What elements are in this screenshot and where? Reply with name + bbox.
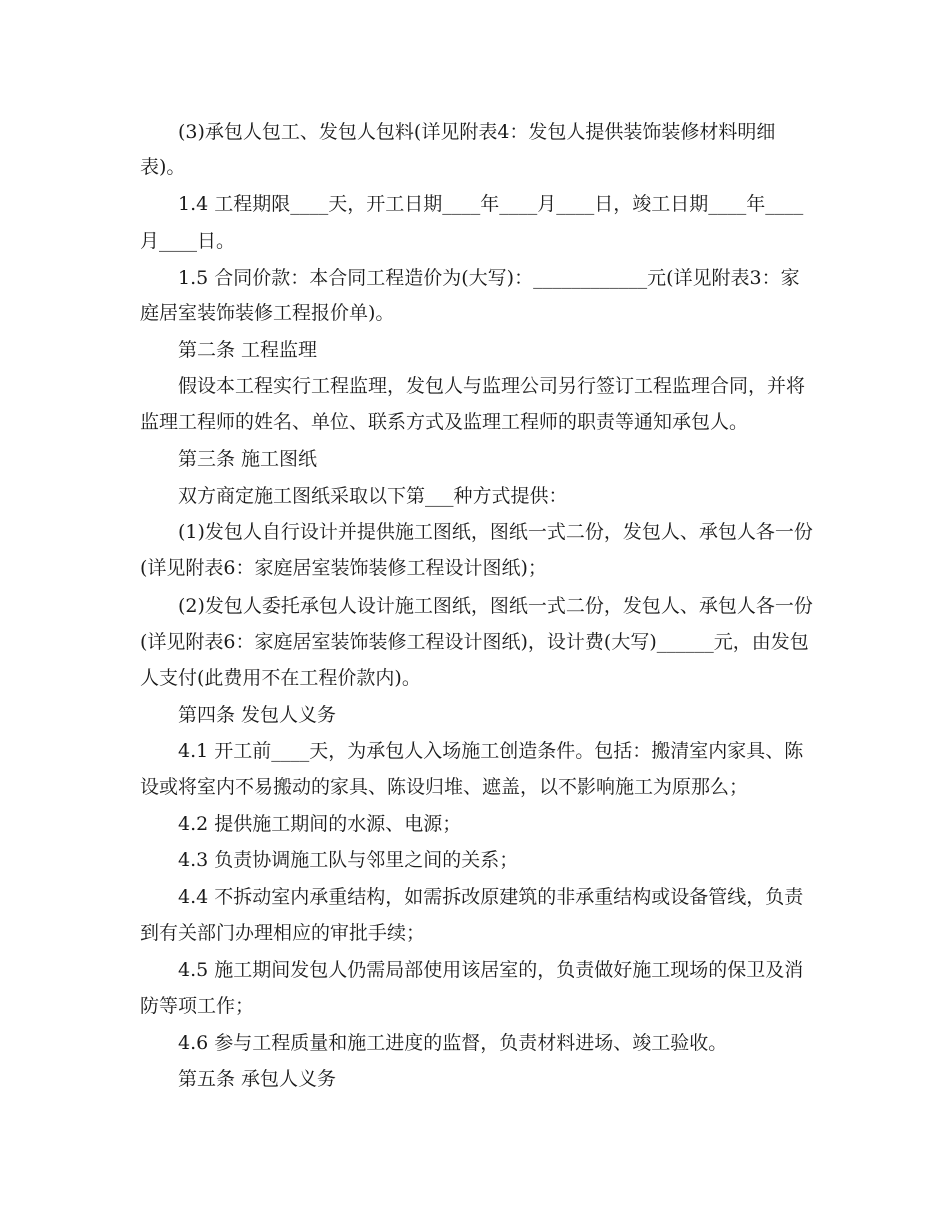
section-heading: 第四条 发包人义务 [178, 704, 337, 726]
text-line: 1.5 合同价款：本合同工程造价为(大写)：____________元(详见附表3：家 [178, 267, 800, 289]
text-line: 人支付(此费用不在工程价款内)。 [140, 667, 421, 689]
text-line: 4.2 提供施工期间的水源、电源； [178, 813, 462, 835]
text-line: (2)发包人委托承包人设计施工图纸，图纸一式二份，发包人、承包人各一份 [178, 595, 813, 617]
text-line: 1.4 工程期限____天，开工日期____年____月____日，竣工日期____年____ [178, 193, 804, 215]
text-line: 表)。 [140, 156, 186, 178]
text-line: 假设本工程实行工程监理，发包人与监理公司另行签订工程监理合同，并将 [178, 375, 806, 397]
text-line: 庭居室装饰装修工程报价单)。 [140, 302, 395, 324]
section-heading: 第二条 工程监理 [178, 339, 318, 361]
text-line: (详见附表6：家庭居室装饰装修工程设计图纸)，设计费(大写)______元，由发包 [140, 631, 809, 653]
text-line: 4.3 负责协调施工队与邻里之间的关系； [178, 849, 519, 871]
text-line: (3)承包人包工、发包人包料(详见附表4：发包人提供装饰装修材料明细 [178, 121, 776, 143]
section-heading: 第三条 施工图纸 [178, 448, 318, 470]
text-line: 4.1 开工前____天，为承包人入场施工创造条件。包括：搬清室内家具、陈 [178, 740, 804, 762]
text-line: 4.6 参与工程质量和施工进度的监督，负责材料进场、竣工验收。 [178, 1032, 728, 1054]
text-line: 月____日。 [140, 230, 236, 252]
text-line: 到有关部门办理相应的审批手续； [140, 922, 426, 944]
text-line: 监理工程师的姓名、单位、联系方式及监理工程师的职责等通知承包人。 [140, 411, 749, 433]
text-line: 双方商定施工图纸采取以下第___种方式提供： [178, 485, 568, 507]
section-heading: 第五条 承包人义务 [178, 1068, 337, 1090]
text-line: 防等项工作； [140, 995, 255, 1017]
text-line: 设或将室内不易搬动的家具、陈设归堆、遮盖，以不影响施工为原那么； [140, 776, 749, 798]
text-line: 4.5 施工期间发包人仍需局部使用该居室的，负责做好施工现场的保卫及消 [178, 959, 804, 981]
text-line: (详见附表6：家庭居室装饰装修工程设计图纸)； [140, 557, 547, 579]
text-line: (1)发包人自行设计并提供施工图纸，图纸一式二份，发包人、承包人各一份 [178, 521, 813, 543]
text-line: 4.4 不拆动室内承重结构，如需拆改原建筑的非承重结构或设备管线，负责 [178, 886, 804, 908]
